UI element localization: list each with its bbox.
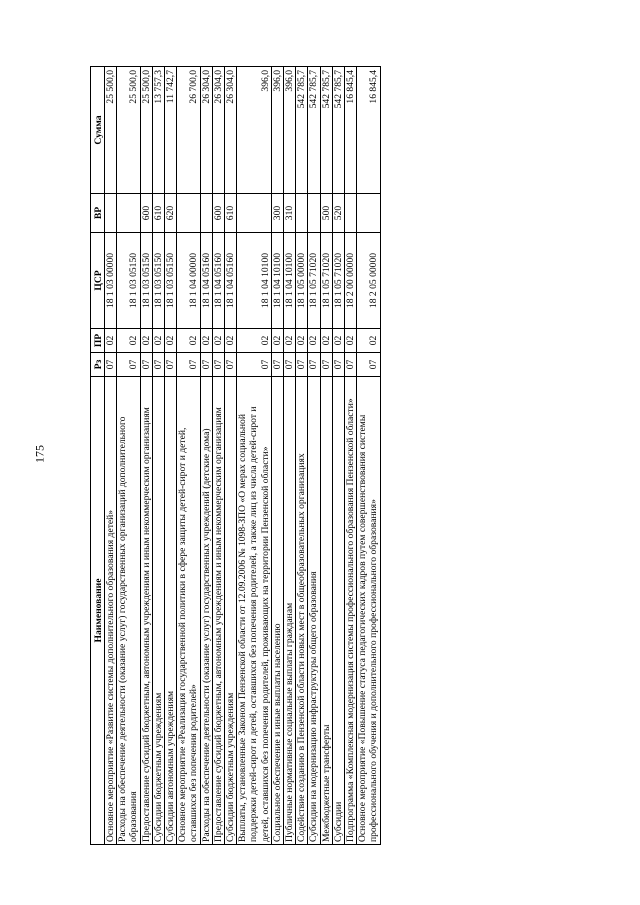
- table-body: [105, 67, 381, 845]
- cell-rz: 07: [152, 353, 164, 377]
- cell-name: Социальное обеспечение и иные выплаты населению: [271, 377, 283, 845]
- header-sum: Сумма: [91, 67, 105, 194]
- header-vr: ВР: [91, 194, 105, 233]
- cell-name: Межбюджетные трансферты: [320, 377, 332, 845]
- cell-pr: 02: [200, 329, 212, 353]
- cell-vr: 520: [332, 194, 344, 233]
- table-row: [320, 67, 332, 845]
- cell-csr: 18 2 05 00000: [357, 233, 380, 329]
- cell-rz: 07: [357, 353, 380, 377]
- cell-name: Субсидии на модернизацию инфраструктуры общего образования: [308, 377, 320, 845]
- table-row: [237, 67, 272, 845]
- cell-rz: 07: [165, 353, 177, 377]
- cell-csr: 18 1 04 10100: [237, 233, 272, 329]
- cell-sum: 542 785,7: [320, 67, 332, 194]
- cell-pr: 02: [296, 329, 308, 353]
- cell-pr: 02: [357, 329, 380, 353]
- cell-sum: 25 500,0: [140, 67, 152, 194]
- cell-csr: 18 1 04 05160: [225, 233, 237, 329]
- table-row: [332, 67, 344, 845]
- cell-rz: 07: [212, 353, 224, 377]
- cell-name: Субсидии автономным учреждениям: [165, 377, 177, 845]
- cell-vr: [177, 194, 200, 233]
- table-row: [357, 67, 380, 845]
- cell-pr: 02: [225, 329, 237, 353]
- cell-vr: 610: [152, 194, 164, 233]
- header-csr: ЦСР: [91, 233, 105, 329]
- cell-csr: 18 1 04 10100: [271, 233, 283, 329]
- cell-pr: 02: [140, 329, 152, 353]
- cell-name: Содействие созданию в Пензенской области новых мест в общеобразовательных организациях: [296, 377, 308, 845]
- cell-csr: 18 1 05 71020: [332, 233, 344, 329]
- cell-sum: 16 845,4: [357, 67, 380, 194]
- table-row: [140, 67, 152, 845]
- cell-sum: 13 757,3: [152, 67, 164, 194]
- cell-rz: 07: [225, 353, 237, 377]
- cell-sum: 16 845,4: [345, 67, 357, 194]
- cell-csr: 18 1 03 05150: [140, 233, 152, 329]
- cell-sum: 26 304,0: [212, 67, 224, 194]
- cell-name: Подпрограмма «Комплексная модернизация системы профессионального образования Пензенской области»: [345, 377, 357, 845]
- cell-rz: 07: [271, 353, 283, 377]
- table-row: [284, 67, 296, 845]
- table-row: [345, 67, 357, 845]
- table-row: [212, 67, 224, 845]
- cell-name: Предоставление субсидий бюджетным, автономным учреждениям и иным некоммерческим организациям: [212, 377, 224, 845]
- cell-sum: 396,0: [284, 67, 296, 194]
- cell-name: Выплаты, установленные Законом Пензенской области от 12.09.2006 № 1098-ЗПО «О мерах социальной поддержки детей-сирот и детей, оставшихся без попечения родителей, а также лиц из числа детей-сирот и детей, оставшихся без попечения родителей, проживающих на территории Пензенской области»: [237, 377, 272, 845]
- table-row: [152, 67, 164, 845]
- cell-name: Субсидии: [332, 377, 344, 845]
- cell-name: Субсидии бюджетным учреждениям: [152, 377, 164, 845]
- cell-csr: 18 1 04 05160: [212, 233, 224, 329]
- cell-pr: 02: [332, 329, 344, 353]
- cell-sum: 396,0: [237, 67, 272, 194]
- cell-vr: 620: [165, 194, 177, 233]
- cell-vr: [357, 194, 380, 233]
- cell-name: Расходы на обеспечение деятельности (оказание услуг) государственных учреждений (детские дома): [200, 377, 212, 845]
- cell-vr: [308, 194, 320, 233]
- cell-csr: 18 2 00 00000: [345, 233, 357, 329]
- cell-pr: 02: [152, 329, 164, 353]
- cell-csr: 18 1 03 05150: [152, 233, 164, 329]
- header-pr: ПР: [91, 329, 105, 353]
- cell-rz: 07: [200, 353, 212, 377]
- cell-sum: 542 785,7: [332, 67, 344, 194]
- table-row: [271, 67, 283, 845]
- table-header-row: [91, 67, 105, 845]
- cell-csr: 18 1 04 00000: [177, 233, 200, 329]
- cell-vr: 600: [212, 194, 224, 233]
- cell-pr: 02: [177, 329, 200, 353]
- cell-csr: 18 1 04 10100: [284, 233, 296, 329]
- cell-csr: 18 1 03 00000: [105, 233, 117, 329]
- cell-vr: [296, 194, 308, 233]
- cell-pr: 02: [308, 329, 320, 353]
- cell-sum: 26 304,0: [200, 67, 212, 194]
- budget-table: [90, 66, 381, 845]
- cell-csr: 18 1 03 05150: [117, 233, 140, 329]
- cell-sum: 25 500,0: [117, 67, 140, 194]
- cell-sum: 542 785,7: [296, 67, 308, 194]
- cell-csr: 18 1 05 71020: [320, 233, 332, 329]
- table-row: [177, 67, 200, 845]
- cell-rz: 07: [332, 353, 344, 377]
- cell-sum: 11 742,7: [165, 67, 177, 194]
- cell-rz: 07: [140, 353, 152, 377]
- cell-pr: 02: [117, 329, 140, 353]
- table-row: [296, 67, 308, 845]
- cell-rz: 07: [308, 353, 320, 377]
- cell-sum: 542 785,7: [308, 67, 320, 194]
- cell-pr: 02: [345, 329, 357, 353]
- cell-csr: 18 1 05 00000: [296, 233, 308, 329]
- page-number: [30, 444, 50, 464]
- cell-vr: 310: [284, 194, 296, 233]
- cell-rz: 07: [177, 353, 200, 377]
- cell-name: Основное мероприятие «Реализация государственной политики в сфере защиты детей-сирот и детей, оставшихся без попечения родителей»: [177, 377, 200, 845]
- cell-sum: 26 304,0: [225, 67, 237, 194]
- cell-rz: 07: [320, 353, 332, 377]
- table-row: [105, 67, 117, 845]
- cell-name: Публичные нормативные социальные выплаты гражданам: [284, 377, 296, 845]
- table-row: [225, 67, 237, 845]
- budget-table-rotated: [90, 66, 381, 845]
- table-row: [165, 67, 177, 845]
- cell-vr: 600: [140, 194, 152, 233]
- page-number-text: 175: [32, 445, 47, 463]
- cell-csr: 18 1 04 05160: [200, 233, 212, 329]
- cell-csr: 18 1 03 05150: [165, 233, 177, 329]
- cell-rz: 07: [237, 353, 272, 377]
- cell-rz: 07: [296, 353, 308, 377]
- cell-name: Предоставление субсидий бюджетным, автономным учреждениям и иным некоммерческим организациям: [140, 377, 152, 845]
- cell-pr: 02: [165, 329, 177, 353]
- table-row: [200, 67, 212, 845]
- header-rz: Рз: [91, 353, 105, 377]
- cell-csr: 18 1 05 71020: [308, 233, 320, 329]
- cell-name: Основное мероприятие «Повышение статуса педагогических кадров путем совершенствования системы профессионального обучения и дополнительного профессионального образования»: [357, 377, 380, 845]
- cell-pr: 02: [320, 329, 332, 353]
- cell-name: Субсидии бюджетным учреждениям: [225, 377, 237, 845]
- cell-sum: 25 500,0: [105, 67, 117, 194]
- cell-vr: [105, 194, 117, 233]
- cell-name: Расходы на обеспечение деятельности (оказание услуг) государственных организаций дополнительного образования: [117, 377, 140, 845]
- cell-pr: 02: [271, 329, 283, 353]
- table-row: [117, 67, 140, 845]
- cell-vr: 300: [271, 194, 283, 233]
- table-row: [308, 67, 320, 845]
- cell-rz: 07: [345, 353, 357, 377]
- cell-pr: 02: [105, 329, 117, 353]
- header-name: Наименование: [91, 377, 105, 845]
- cell-rz: 07: [105, 353, 117, 377]
- cell-name: Основное мероприятие «Развитие системы дополнительного образования детей»: [105, 377, 117, 845]
- cell-vr: 610: [225, 194, 237, 233]
- cell-vr: 500: [320, 194, 332, 233]
- cell-rz: 07: [284, 353, 296, 377]
- cell-sum: 26 700,0: [177, 67, 200, 194]
- cell-pr: 02: [284, 329, 296, 353]
- cell-vr: [117, 194, 140, 233]
- cell-vr: [345, 194, 357, 233]
- cell-sum: 396,0: [271, 67, 283, 194]
- cell-vr: [200, 194, 212, 233]
- cell-rz: 07: [117, 353, 140, 377]
- cell-vr: [237, 194, 272, 233]
- cell-pr: 02: [237, 329, 272, 353]
- cell-pr: 02: [212, 329, 224, 353]
